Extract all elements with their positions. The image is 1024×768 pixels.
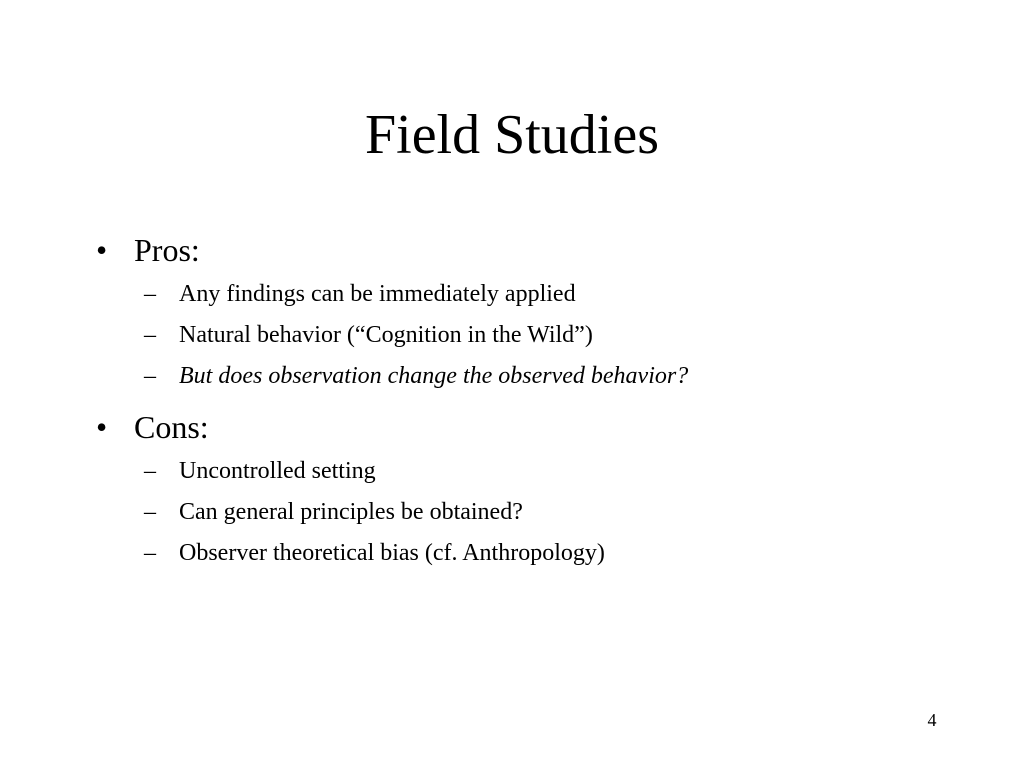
bullet-heading-pros: Pros: [134,232,200,268]
bullet-list [96,226,956,580]
dash-icon: – [144,499,156,525]
sublist-pros [96,274,956,397]
dash-icon: – [144,322,156,348]
dash-icon: – [144,540,156,566]
list-item-text: Can general principles be obtained? [179,499,523,525]
bullet-icon: • [96,409,108,445]
dash-icon: – [144,363,156,389]
list-item [96,315,956,356]
bullet-cons [96,403,956,451]
sublist-cons [96,451,956,574]
list-item-text: Any findings can be immediately applied [179,281,576,307]
list-item-text: Uncontrolled setting [179,458,376,484]
bullet-pros [96,226,956,274]
dash-icon: – [144,281,156,307]
bullet-heading-cons: Cons: [134,409,209,445]
list-item-text: Observer theoretical bias (cf. Anthropology) [179,540,605,566]
bullet-icon: • [96,232,108,268]
slide-title: Field Studies [364,104,660,166]
dash-icon: – [144,458,156,484]
list-item [96,533,956,574]
list-item [96,356,956,397]
list-item-text: Natural behavior (“Cognition in the Wild”) [179,322,593,348]
list-item [96,451,956,492]
list-item [96,492,956,533]
slide-number: 4 [927,710,937,730]
list-item [96,274,956,315]
list-item-text: But does observation change the observed behavior? [179,363,689,389]
